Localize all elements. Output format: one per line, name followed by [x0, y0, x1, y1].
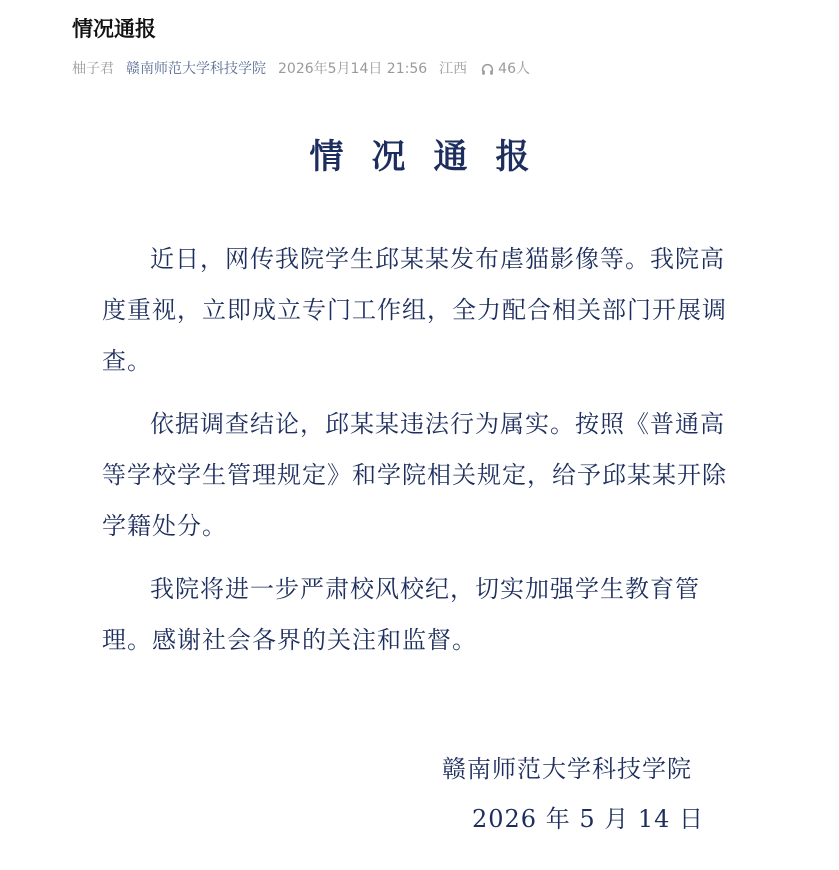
notice-paragraph: 我院将进一步严肃校风校纪，切实加强学生教育管理。感谢社会各界的关注和监督。	[102, 575, 700, 654]
notice-body	[102, 234, 738, 678]
notice-title: 情况通报	[309, 137, 558, 177]
author-name: 柚子君	[72, 61, 114, 77]
publish-location: 江西	[439, 61, 468, 77]
article-title: 情况通报	[72, 17, 156, 41]
listener-count: 46人	[498, 61, 530, 77]
publish-time: 2026年5月14日 21:56	[278, 61, 428, 77]
notice-paragraph: 近日，网传我院学生邱某某发布虐猫影像等。我院高度重视，立即成立专门工作组，全力配合相关部门开展调查。	[102, 245, 727, 375]
signature-date: 2026 年 5 月 14 日	[472, 805, 705, 833]
notice-signature	[442, 744, 722, 844]
signature-organization: 赣南师范大学科技学院	[442, 755, 692, 783]
notice-paragraph: 依据调查结论，邱某某违法行为属实。按照《普通高等学校学生管理规定》和学院相关规定，给予邱某某开除学籍处分。	[102, 410, 727, 540]
account-name-link[interactable]: 赣南师范大学科技学院	[126, 61, 266, 77]
